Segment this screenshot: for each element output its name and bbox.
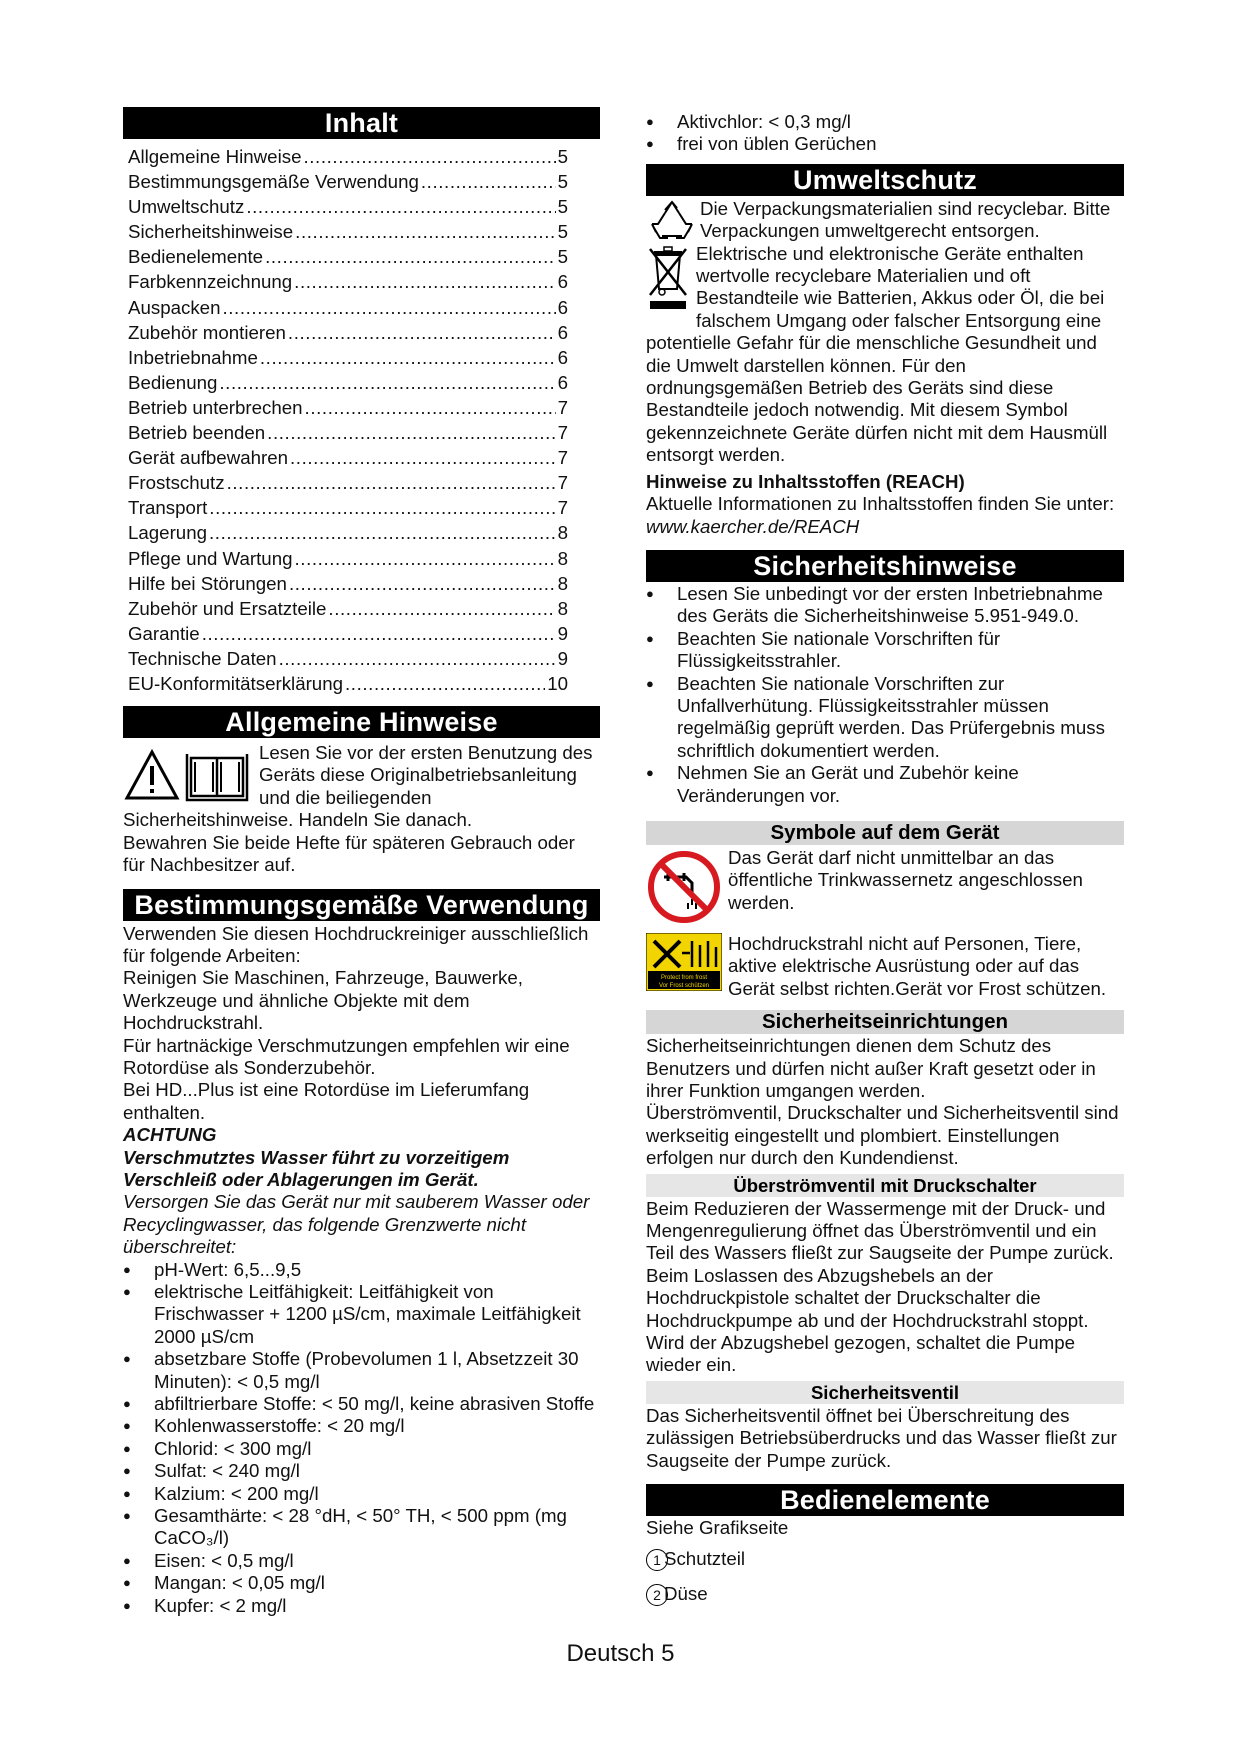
toc-entry[interactable]: Bedienelemente ..... 5 <box>128 244 568 269</box>
reach-heading: Hinweise zu Inhaltsstoffen (REACH) <box>646 470 965 492</box>
ueber-text-2: Beim Loslassen des Abzugshebels an der Hochdruckpistole schaltet der Druckschalter die Hochdruckpumpe ab und der Hochdruckstrahl stoppt. <box>646 1264 1089 1331</box>
list-item: ● Eisen: < 0,5 mg/l <box>123 1550 600 1572</box>
list-item: ● Sulfat: < 240 mg/l <box>123 1460 600 1482</box>
toc-heading: Inhalt <box>123 107 600 139</box>
list-item: ● pH-Wert: 6,5...9,5 <box>123 1259 600 1281</box>
left-column <box>123 107 600 1617</box>
toc-entry[interactable]: Frostschutz ..... 7 <box>128 470 568 495</box>
sicherheitseinrichtungen-heading: Sicherheitseinrichtungen <box>646 1010 1124 1034</box>
page-footer: Deutsch 5 <box>566 1640 675 1667</box>
bedien-item: 2 Düse <box>646 1583 1124 1606</box>
toc-entry[interactable]: Inbetriebnahme ..... 6 <box>128 345 568 370</box>
weee-bin-icon <box>646 245 690 315</box>
list-item: ● Gesamthärte: < 28 °dH, < 50° TH, < 500 ppm (mg CaCO₃/l) <box>123 1505 600 1550</box>
toc-entry[interactable]: Allgemeine Hinweise ..... 5 <box>128 144 568 169</box>
bestimmung-text-3: Für hartnäckige Verschmutzungen empfehlen wir eine Rotordüse als Sonderzubehör. <box>123 1034 570 1078</box>
toc-entry[interactable]: Lagerung ..... 8 <box>128 520 568 545</box>
umweltschutz-section <box>646 198 1124 538</box>
list-item: ● Beachten Sie nationale Vorschriften für Flüssigkeitsstrahler. <box>646 628 1124 673</box>
bestimmung-text-4: Bei HD...Plus ist eine Rotordüse im Lieferumfang enthalten. <box>123 1079 530 1123</box>
toc-entry[interactable]: Auspacken ..... 6 <box>128 295 568 320</box>
limits-list <box>123 1259 600 1618</box>
bedienelemente-section <box>646 1517 1124 1606</box>
toc-entry[interactable]: Zubehör und Ersatzteile ..... 8 <box>128 596 568 621</box>
symbol1-text: Das Gerät darf nicht unmittelbar an das öffentliche Trinkwassernetz angeschlossen werden. <box>728 846 1083 913</box>
list-item: ● Kalzium: < 200 mg/l <box>123 1483 600 1505</box>
reach-text: Aktuelle Informationen zu Inhaltsstoffen finden Sie unter: www.kaercher.de/REACH <box>646 493 1115 537</box>
toc-entry[interactable]: Sicherheitshinweise ..... 5 <box>128 219 568 244</box>
toc-entry[interactable]: Bedienung ..... 6 <box>128 370 568 395</box>
symbol2-text: Hochdruckstrahl nicht auf Personen, Tiere, aktive elektrische Ausrüstung oder auf das Gerät selbst richten.Gerät vor Frost schützen. <box>728 932 1107 999</box>
no-spray-frost-warning-icon <box>646 933 722 991</box>
allgemeine-hinweise-section <box>123 742 600 876</box>
sicherheitshinweise-heading: Sicherheitshinweise <box>646 550 1124 582</box>
callout-number: 2 <box>646 1584 668 1606</box>
achtung-warning: Verschmutztes Wasser führt zu vorzeitigem Verschleiß oder Ablagerungen im Gerät. <box>123 1146 510 1190</box>
allgemein-text-2: Bewahren Sie beide Hefte für späteren Gebrauch oder für Nachbesitzer auf. <box>123 831 575 876</box>
allgemein-text-1: Lesen Sie vor der ersten Benutzung des Geräts diese Originalbetriebsanleitung und die beiliegenden Sicherheitshinweise. Handeln Sie danach. <box>123 742 593 831</box>
list-item: ● abfiltrierbare Stoffe: < 50 mg/l, keine abrasiven Stoffe <box>123 1393 600 1415</box>
toc-entry[interactable]: EU-Konformitätserklärung ..... 10 <box>128 671 568 696</box>
bestimmung-heading: Bestimmungsgemäße Verwendung <box>123 889 600 921</box>
toc-entry[interactable]: Pflege und Wartung ..... 8 <box>128 546 568 571</box>
ueberstroemventil-heading: Überströmventil mit Druckschalter <box>646 1174 1124 1197</box>
no-drinking-water-connection-icon <box>646 849 722 925</box>
toc-entry[interactable]: Farbkennzeichnung ..... 6 <box>128 269 568 294</box>
toc-entry[interactable]: Betrieb unterbrechen ..... 7 <box>128 395 568 420</box>
bedienelemente-heading: Bedienelemente <box>646 1484 1124 1516</box>
list-item: ● Aktivchlor: < 0,3 mg/l <box>646 111 1124 133</box>
right-column <box>646 111 1124 1606</box>
symbole-heading: Symbole auf dem Gerät <box>646 821 1124 845</box>
table-of-contents <box>128 144 568 696</box>
sv-text: Das Sicherheitsventil öffnet bei Überschreitung des zulässigen Betriebsüberdrucks und das Wasser fließt zur Saugseite der Pumpe zurück. <box>646 1404 1117 1471</box>
list-item: ● Beachten Sie nationale Vorschriften zur Unfallverhütung. Flüssigkeitsstrahler müssen regelmäßig geprüft werden. Das Prüfergebnis muss schriftlich dokumentiert werden. <box>646 673 1124 763</box>
einr-text-2: Überströmventil, Druckschalter und Sicherheitsventil sind werkseitig eingestellt und plombiert. Einstellungen erfolgen nur durch den Kundendienst. <box>646 1102 1119 1169</box>
umwelt-text-1: Die Verpackungsmaterialien sind recyclebar. Bitte Verpackungen umweltgerecht entsorgen. <box>700 197 1111 242</box>
list-item: ● Chlorid: < 300 mg/l <box>123 1438 600 1460</box>
recycle-icon <box>648 198 696 242</box>
bestimmung-text-2: Reinigen Sie Maschinen, Fahrzeuge, Bauwerke, Werkzeuge und ähnliche Objekte mit dem Hochdruckstrahl. <box>123 967 523 1034</box>
ueber-text-3: Wird der Abzugshebel gezogen, schaltet die Pumpe wieder ein. <box>646 1332 1076 1376</box>
ueber-text-1: Beim Reduzieren der Wassermenge mit der Druck- und Mengenregulierung öffnet das Überströmventil und ein Teil des Wassers fließt zur Saugseite der Pumpe zurück. <box>646 1197 1114 1264</box>
limits-list-continued <box>646 111 1124 156</box>
toc-entry[interactable]: Gerät aufbewahren ..... 7 <box>128 445 568 470</box>
toc-entry[interactable]: Umweltschutz ..... 5 <box>128 194 568 219</box>
bedien-item: 1 Schutzteil <box>646 1548 1124 1571</box>
ueberstroemventil-section <box>646 1198 1124 1377</box>
sicherheitseinrichtungen-section <box>646 1035 1124 1169</box>
toc-entry[interactable]: Betrieb beenden ..... 7 <box>128 420 568 445</box>
safety-list <box>646 583 1124 807</box>
bedien-intro: Siehe Grafikseite <box>646 1517 789 1539</box>
sicherheitsventil-heading: Sicherheitsventil <box>646 1381 1124 1404</box>
list-item: ● absetzbare Stoffe (Probevolumen 1 l, Absetzzeit 30 Minuten): < 0,5 mg/l <box>123 1348 600 1393</box>
achtung-text: Versorgen Sie das Gerät nur mit sauberem Wasser oder Recyclingwasser, das folgende Grenzwerte nicht überschreitet: <box>123 1191 590 1258</box>
list-item: ● Kohlenwasserstoffe: < 20 mg/l <box>123 1415 600 1437</box>
reach-link[interactable]: www.kaercher.de/REACH <box>646 515 860 537</box>
frost-label-en: Protect from frost <box>660 974 708 981</box>
symbole-section <box>646 847 1124 1000</box>
list-item: ● Lesen Sie unbedingt vor der ersten Inbetriebnahme des Geräts die Sicherheitshinweise 5.951-949.0. <box>646 583 1124 628</box>
list-item: ● Nehmen Sie an Gerät und Zubehör keine Veränderungen vor. <box>646 762 1124 807</box>
sicherheitsventil-section <box>646 1405 1124 1472</box>
list-item: ● Kupfer: < 2 mg/l <box>123 1595 600 1617</box>
frost-label-de: Vor Frost schützen <box>658 982 710 989</box>
toc-entry[interactable]: Technische Daten ..... 9 <box>128 646 568 671</box>
umwelt-text-2: Elektrische und elektronische Geräte enthalten wertvolle recyclebare Materialien und oft Bestandteile wie Batterien, Akkus oder Öl, die bei falschem Umgang oder falscher Entsorgung eine potentielle Gefahr für die menschliche Gesundheit und die Umwelt darstellen können. Für den ordnungsgemäßen Betrieb des Geräts sind diese Bestandteile jedoch notwendig. Mit diesem Symbol gekennzeichnete Geräte dürfen nicht mit dem Hausmüll entsorgt werden. <box>646 242 1108 466</box>
achtung-label: ACHTUNG <box>123 1124 217 1146</box>
bestimmung-section <box>123 923 600 1618</box>
einr-text-1: Sicherheitseinrichtungen dienen dem Schutz des Benutzers und dürfen nicht außer Kraft gesetzt oder in ihrer Funktion umgangen werden. <box>646 1035 1096 1101</box>
warning-manual-icon <box>123 746 255 802</box>
list-item: ● elektrische Leitfähigkeit: Leitfähigkeit von Frischwasser + 1200 µS/cm, maximale Leitfähigkeit 2000 µS/cm <box>123 1281 600 1348</box>
list-item: ● Mangan: < 0,05 mg/l <box>123 1572 600 1594</box>
toc-entry[interactable]: Hilfe bei Störungen ..... 8 <box>128 571 568 596</box>
toc-entry[interactable]: Transport ..... 7 <box>128 495 568 520</box>
bestimmung-text-1: Verwenden Sie diesen Hochdruckreiniger ausschließlich für folgende Arbeiten: <box>123 922 589 966</box>
callout-number: 1 <box>646 1549 668 1571</box>
list-item: ● frei von üblen Gerüchen <box>646 133 1124 155</box>
allgemeine-hinweise-heading: Allgemeine Hinweise <box>123 706 600 738</box>
toc-entry[interactable]: Garantie ..... 9 <box>128 621 568 646</box>
toc-entry[interactable]: Zubehör montieren ..... 6 <box>128 320 568 345</box>
toc-entry[interactable]: Bestimmungsgemäße Verwendung ..... 5 <box>128 169 568 194</box>
umweltschutz-heading: Umweltschutz <box>646 164 1124 196</box>
